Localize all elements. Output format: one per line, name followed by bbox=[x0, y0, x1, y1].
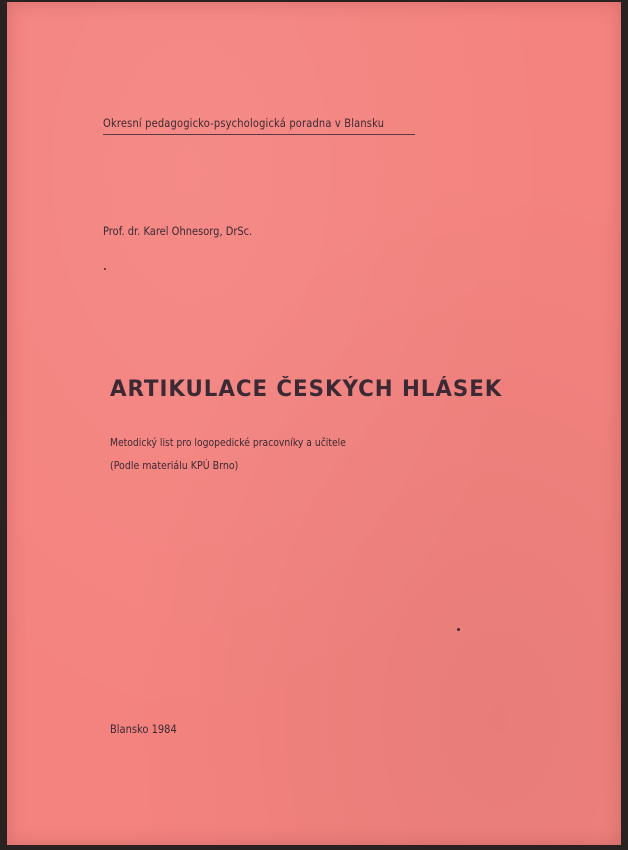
institution-underline bbox=[103, 134, 415, 135]
ink-speck bbox=[104, 268, 106, 270]
institution-name: Okresní pedagogicko-psychologická poradna v Blansku bbox=[103, 116, 385, 130]
source-note: (Podle materiálu KPÚ Brno) bbox=[110, 459, 239, 472]
document-subtitle: Metodický list pro logopedické pracovníky a učitele bbox=[110, 436, 346, 449]
ink-speck bbox=[457, 628, 460, 631]
author-name: Prof. dr. Karel Ohnesorg, DrSc. bbox=[103, 224, 253, 238]
document-title: ARTIKULACE ČESKÝCH HLÁSEK bbox=[110, 377, 503, 402]
place-and-year: Blansko 1984 bbox=[110, 722, 177, 736]
